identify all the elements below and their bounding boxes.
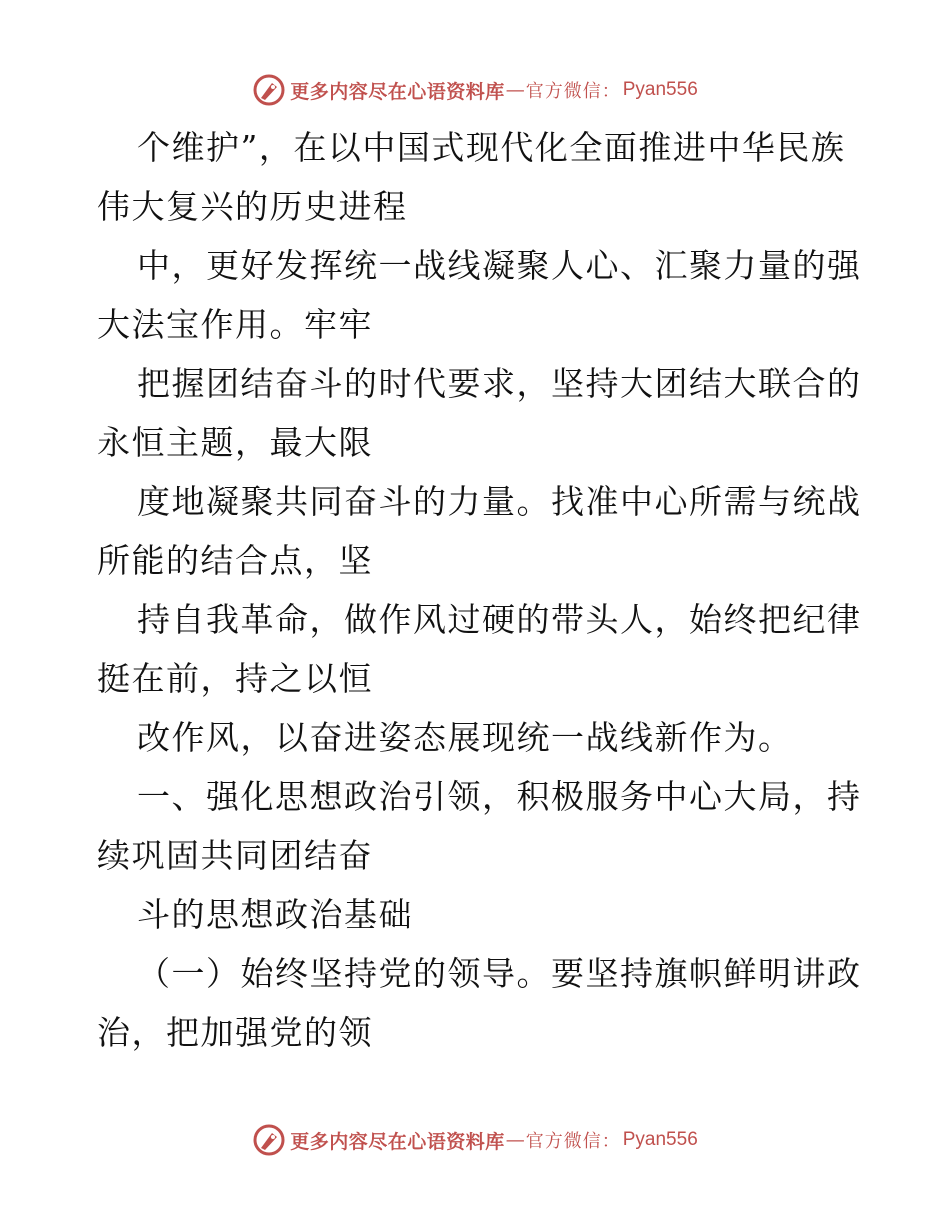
watermark-wechat-id: Pyan556: [622, 1129, 698, 1150]
watermark-wechat-label: 官方微信：: [525, 81, 621, 102]
body-line: 个维护”，在以中国式现代化全面推进中华民族: [137, 128, 846, 167]
pen-logo-icon: [252, 73, 286, 107]
body-line: 所能的结合点，坚: [97, 541, 373, 580]
body-line: 治，把加强党的领: [97, 1013, 373, 1052]
watermark-wechat-id: Pyan556: [622, 79, 698, 100]
body-line: 伟大复兴的历史进程: [97, 187, 408, 226]
watermark-dash: —: [505, 1129, 525, 1151]
watermark-main-text: 更多内容尽在心语资料库: [290, 80, 505, 103]
body-line: 改作风，以奋进姿态展现统一战线新作为。: [137, 718, 793, 757]
watermark-wechat-label: 官方微信：: [525, 1131, 621, 1152]
body-line: 大法宝作用。牢牢: [97, 305, 373, 344]
body-line: 永恒主题，最大限: [97, 423, 373, 462]
footer-watermark: [0, 1120, 950, 1160]
section-heading-line: 斗的思想政治基础: [137, 895, 413, 934]
watermark-main-text: 更多内容尽在心语资料库: [290, 1130, 505, 1153]
document-body: [97, 118, 862, 1062]
watermark-dash: —: [505, 79, 525, 101]
section-heading-line: 续巩固共同团结奋: [97, 836, 373, 875]
body-line: 度地凝聚共同奋斗的力量。找准中心所需与统战: [137, 482, 862, 521]
body-line: 把握团结奋斗的时代要求，坚持大团结大联合的: [137, 364, 862, 403]
header-watermark: [0, 70, 950, 110]
body-line: 挺在前，持之以恒: [97, 659, 373, 698]
body-line: （一）始终坚持党的领导。要坚持旗帜鲜明讲政: [137, 954, 862, 993]
section-heading-line: 一、强化思想政治引领，积极服务中心大局，持: [137, 777, 862, 816]
body-line: 持自我革命，做作风过硬的带头人，始终把纪律: [137, 600, 862, 639]
body-line: 中，更好发挥统一战线凝聚人心、汇聚力量的强: [137, 246, 862, 285]
pen-logo-icon: [252, 1123, 286, 1157]
